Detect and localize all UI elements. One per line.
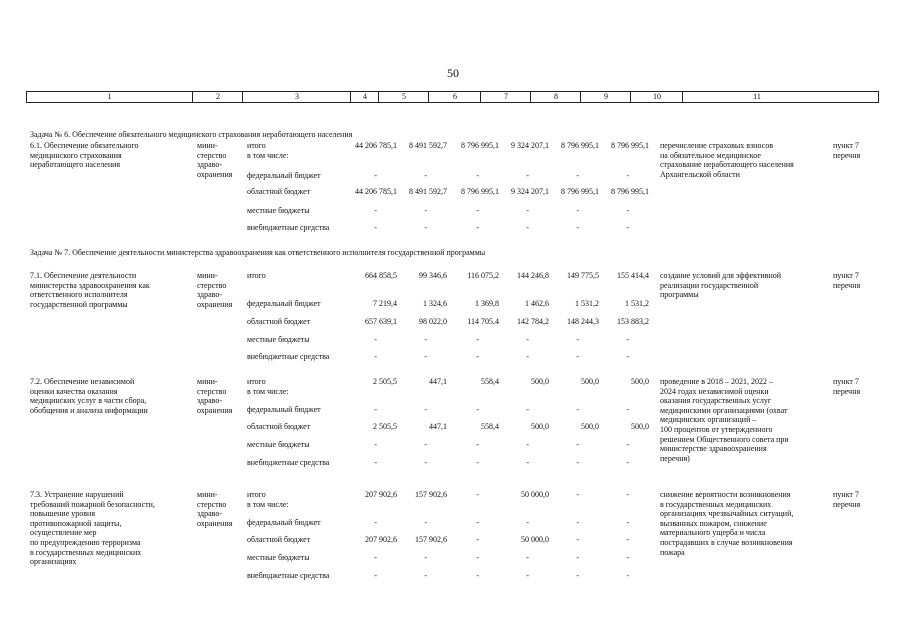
budget-value-fed: -: [476, 171, 479, 180]
expected-result-line: реализации государственной: [660, 280, 759, 290]
budget-value-vneb: -: [424, 458, 427, 467]
funding-source-label: в том числе:: [247, 387, 289, 396]
funding-source-label: в том числе:: [247, 500, 289, 509]
budget-value-mest: -: [526, 335, 529, 344]
activity-name-line: неработающего населения: [30, 160, 121, 170]
budget-value-mest: -: [626, 206, 629, 215]
budget-value-obl: 114 705,4: [467, 317, 499, 326]
budget-value-obl: 44 206 785,1: [355, 187, 397, 196]
budget-value-itogo: 155 414,4: [617, 271, 649, 280]
budget-value-mest: -: [526, 206, 529, 215]
budget-value-mest: -: [374, 206, 377, 215]
budget-value-fed: -: [526, 405, 529, 414]
budget-value-obl: 50 000,0: [521, 535, 549, 544]
column-header-2: 2: [192, 92, 243, 102]
budget-value-itogo: 558,4: [481, 377, 499, 386]
budget-value-itogo: -: [576, 490, 579, 499]
expected-result-line: министерстве здравоохранения: [660, 444, 767, 454]
executor-line: стерство: [197, 280, 227, 290]
budget-value-fed: -: [374, 518, 377, 527]
budget-value-fed: -: [626, 405, 629, 414]
funding-source-label: федеральный бюджет: [247, 171, 321, 180]
reference-line: пункт 7: [833, 141, 859, 150]
funding-source-label: итого: [247, 271, 266, 280]
budget-value-vneb: -: [526, 223, 529, 232]
column-header-11: 11: [682, 92, 831, 102]
budget-value-fed: 1 462,6: [525, 299, 549, 308]
activity-name-line: повышение уровня: [30, 509, 95, 519]
budget-value-itogo: 8 491 592,7: [409, 141, 447, 150]
reference-line: пункт 7: [833, 377, 859, 386]
budget-value-fed: 1 531,2: [575, 299, 599, 308]
budget-value-obl: 98 022,0: [419, 317, 447, 326]
budget-value-itogo: 8 796 995,1: [611, 141, 649, 150]
reference-line: перечня: [833, 280, 861, 290]
column-header-6: 6: [428, 92, 481, 102]
budget-value-fed: 1 324,6: [423, 299, 447, 308]
budget-value-itogo: -: [626, 490, 629, 499]
budget-value-fed: -: [374, 405, 377, 414]
activity-name-line: министерства здравоохранения как: [30, 280, 150, 290]
budget-value-vneb: -: [526, 571, 529, 580]
budget-value-vneb: -: [424, 571, 427, 580]
budget-value-vneb: -: [576, 458, 579, 467]
funding-source-label: федеральный бюджет: [247, 405, 321, 414]
executor-line: стерство: [197, 150, 227, 160]
budget-value-vneb: -: [374, 352, 377, 361]
budget-value-itogo: 500,0: [581, 377, 599, 386]
column-header-10: 10: [630, 92, 683, 102]
budget-value-obl: 148 244,3: [567, 317, 599, 326]
executor-line: охранения: [197, 299, 233, 309]
budget-value-obl: -: [626, 535, 629, 544]
budget-value-obl: 500,0: [581, 422, 599, 431]
budget-value-vneb: -: [576, 352, 579, 361]
executor-line: стерство: [197, 386, 227, 396]
activity-name-line: по предупреждению терроризма: [30, 538, 141, 547]
activity-name-line: в государственных медицинских: [30, 547, 142, 557]
budget-value-mest: -: [424, 553, 427, 562]
executor-line: охранения: [197, 518, 233, 528]
funding-source-label: областной бюджет: [247, 422, 311, 431]
expected-result-line: организациях чрезвычайных ситуаций,: [660, 509, 794, 519]
budget-value-obl: -: [476, 535, 479, 544]
funding-source-label: итого: [247, 377, 266, 386]
budget-value-obl: 558,4: [481, 422, 499, 431]
budget-value-itogo: 9 324 207,1: [511, 141, 549, 150]
reference-line: перечня: [833, 386, 861, 396]
budget-value-mest: -: [374, 335, 377, 344]
expected-result-line: 2024 годах независимой оценки: [660, 386, 769, 396]
budget-value-vneb: -: [626, 223, 629, 232]
funding-source-label: в том числе:: [247, 151, 289, 160]
budget-value-itogo: 500,0: [531, 377, 549, 386]
budget-value-fed: -: [424, 518, 427, 527]
column-header-7: 7: [480, 92, 531, 102]
budget-value-vneb: -: [526, 458, 529, 467]
funding-source-label: местные бюджеты: [247, 553, 310, 562]
funding-source-label: областной бюджет: [247, 187, 311, 196]
budget-value-mest: -: [476, 335, 479, 344]
activity-name-line: ответственного исполнителя: [30, 290, 128, 300]
budget-value-vneb: -: [374, 571, 377, 580]
budget-value-mest: -: [626, 440, 629, 449]
activity-name-line: 6.1. Обеспечение обязательного: [30, 141, 139, 150]
budget-value-itogo: 116 075,2: [467, 271, 499, 280]
budget-value-obl: 447,1: [429, 422, 447, 431]
budget-value-fed: -: [526, 171, 529, 180]
executor-line: здраво-: [197, 509, 223, 519]
funding-source-label: местные бюджеты: [247, 335, 310, 344]
budget-value-vneb: -: [626, 352, 629, 361]
funding-source-label: итого: [247, 141, 266, 150]
executor-line: здраво-: [197, 160, 223, 170]
activity-name-line: 7.3. Устранение нарушений: [30, 490, 124, 499]
expected-result-line: вызванных пожаром, снижение: [660, 518, 767, 528]
budget-value-vneb: -: [476, 571, 479, 580]
executor-line: мини-: [197, 377, 218, 386]
budget-value-mest: -: [576, 335, 579, 344]
task-6-heading: Задача № 6. Обеспечение обязательного медицинского страхования неработающего населения: [30, 130, 353, 139]
reference-line: пункт 7: [833, 490, 859, 499]
budget-value-itogo: 2 505,5: [373, 377, 397, 386]
budget-value-mest: -: [576, 440, 579, 449]
budget-value-fed: -: [476, 518, 479, 527]
budget-value-fed: -: [526, 518, 529, 527]
budget-value-mest: -: [424, 206, 427, 215]
expected-result-line: проведение в 2018 – 2021, 2022 –: [660, 377, 773, 386]
budget-value-fed: -: [576, 171, 579, 180]
budget-value-mest: -: [374, 440, 377, 449]
budget-value-obl: 8 796 995,1: [461, 187, 499, 196]
budget-value-mest: -: [626, 553, 629, 562]
budget-value-vneb: -: [374, 458, 377, 467]
expected-result-line: на обязательное медицинское: [660, 150, 761, 160]
budget-value-obl: 2 505,5: [373, 422, 397, 431]
budget-value-mest: -: [374, 553, 377, 562]
budget-value-vneb: -: [424, 352, 427, 361]
budget-value-itogo: 664 858,5: [365, 271, 397, 280]
reference-line: перечня: [833, 499, 861, 509]
expected-result-line: страхование неработающего населения: [660, 160, 794, 170]
budget-value-itogo: 207 902,6: [365, 490, 397, 499]
budget-value-itogo: 149 775,5: [567, 271, 599, 280]
activity-name-line: государственной программы: [30, 299, 128, 309]
budget-value-vneb: -: [626, 458, 629, 467]
budget-value-vneb: -: [526, 352, 529, 361]
budget-value-obl: 153 883,2: [617, 317, 649, 326]
budget-value-fed: -: [476, 405, 479, 414]
budget-value-obl: 157 902,6: [415, 535, 447, 544]
budget-value-obl: 8 796 995,1: [611, 187, 649, 196]
budget-value-itogo: 50 000,0: [521, 490, 549, 499]
column-header-3: 3: [242, 92, 351, 102]
budget-value-fed: -: [576, 405, 579, 414]
expected-result-line: перечня): [660, 453, 690, 463]
budget-value-itogo: 500,0: [631, 377, 649, 386]
reference-line: перечня: [833, 150, 861, 160]
activity-name-line: осуществление мер: [30, 528, 97, 538]
funding-source-label: областной бюджет: [247, 535, 311, 544]
budget-value-obl: 9 324 207,1: [511, 187, 549, 196]
budget-value-mest: -: [476, 553, 479, 562]
budget-value-itogo: 99 346,6: [419, 271, 447, 280]
executor-line: мини-: [197, 490, 218, 499]
activity-name-line: 7.2. Обеспечение независимой: [30, 377, 135, 386]
expected-result-line: перечисление страховых взносов: [660, 141, 773, 150]
activity-name-line: противопожарной защиты,: [30, 518, 122, 528]
budget-value-itogo: 144 246,8: [517, 271, 549, 280]
expected-result-line: Архангельской области: [660, 169, 740, 179]
budget-value-vneb: -: [476, 458, 479, 467]
reference-line: пункт 7: [833, 271, 859, 280]
budget-value-mest: -: [526, 440, 529, 449]
budget-value-mest: -: [476, 440, 479, 449]
expected-result-line: пострадавших в случае возникновения: [660, 538, 793, 547]
activity-name-line: медицинских услуг в части сбора,: [30, 396, 147, 406]
activity-name-line: оценки качества оказания: [30, 386, 118, 396]
budget-value-obl: 8 796 995,1: [561, 187, 599, 196]
budget-value-itogo: -: [476, 490, 479, 499]
budget-value-itogo: 157 902,6: [415, 490, 447, 499]
budget-value-fed: -: [424, 405, 427, 414]
column-header-1: 1: [107, 92, 112, 101]
expected-result-line: материального ущерба и числа: [660, 528, 766, 538]
expected-result-line: медицинских организаций –: [660, 415, 757, 425]
budget-value-mest: -: [424, 440, 427, 449]
budget-value-obl: 500,0: [631, 422, 649, 431]
expected-result-line: создание условий для эффективной: [660, 271, 782, 280]
expected-result-line: программы: [660, 290, 699, 300]
expected-result-line: 100 процентов от утвержденного: [660, 425, 773, 434]
budget-value-fed: -: [424, 171, 427, 180]
budget-value-obl: -: [576, 535, 579, 544]
executor-line: здраво-: [197, 396, 223, 406]
budget-value-itogo: 447,1: [429, 377, 447, 386]
executor-line: мини-: [197, 271, 218, 280]
column-header-9: 9: [580, 92, 631, 102]
budget-value-itogo: 8 796 995,1: [461, 141, 499, 150]
budget-value-obl: 142 784,2: [517, 317, 549, 326]
funding-source-label: областной бюджет: [247, 317, 311, 326]
budget-value-mest: -: [526, 553, 529, 562]
executor-line: охранения: [197, 405, 233, 415]
budget-value-mest: -: [626, 335, 629, 344]
funding-source-label: итого: [247, 490, 266, 499]
expected-result-line: в государственных медицинских: [660, 499, 772, 509]
budget-value-vneb: -: [374, 223, 377, 232]
budget-value-fed: -: [626, 171, 629, 180]
column-header-row: [26, 91, 879, 103]
budget-value-vneb: -: [424, 223, 427, 232]
activity-name-line: медицинского страхования: [30, 150, 122, 160]
funding-source-label: федеральный бюджет: [247, 518, 321, 527]
activity-name-line: 7.1. Обеспечение деятельности: [30, 271, 137, 280]
budget-value-vneb: -: [476, 223, 479, 232]
budget-value-mest: -: [576, 206, 579, 215]
task-7-heading: Задача № 7. Обеспечение деятельности министерства здравоохранения как ответственного исполнителя государственной программы: [30, 248, 486, 257]
budget-value-fed: 1 531,2: [625, 299, 649, 308]
expected-result-line: решением Общественного совета при: [660, 434, 789, 444]
budget-value-vneb: -: [476, 352, 479, 361]
budget-value-fed: -: [576, 518, 579, 527]
budget-value-vneb: -: [626, 571, 629, 580]
funding-source-label: федеральный бюджет: [247, 299, 321, 308]
funding-source-label: местные бюджеты: [247, 206, 310, 215]
column-header-5: 5: [378, 92, 429, 102]
budget-value-fed: -: [626, 518, 629, 527]
budget-value-vneb: -: [576, 571, 579, 580]
executor-line: охранения: [197, 169, 233, 179]
executor-line: мини-: [197, 141, 218, 150]
budget-value-mest: -: [476, 206, 479, 215]
budget-value-fed: 1 369,8: [475, 299, 499, 308]
funding-source-label: внебюджетные средства: [247, 223, 330, 232]
budget-value-obl: 657 639,1: [365, 317, 397, 326]
activity-name-line: организациях: [30, 557, 77, 567]
budget-value-mest: -: [424, 335, 427, 344]
funding-source-label: местные бюджеты: [247, 440, 310, 449]
executor-line: стерство: [197, 499, 227, 509]
page-number: 50: [447, 66, 459, 80]
executor-line: здраво-: [197, 290, 223, 300]
budget-value-fed: 7 219,4: [373, 299, 397, 308]
activity-name-line: обобщения и анализа информации: [30, 405, 148, 415]
expected-result-line: снижение вероятности возникновения: [660, 490, 791, 499]
expected-result-line: оказания государственных услуг: [660, 396, 772, 406]
budget-value-obl: 207 902,6: [365, 535, 397, 544]
column-header-4: 4: [350, 92, 379, 102]
funding-source-label: внебюджетные средства: [247, 571, 330, 580]
budget-value-fed: -: [374, 171, 377, 180]
funding-source-label: внебюджетные средства: [247, 458, 330, 467]
budget-value-obl: 500,0: [531, 422, 549, 431]
column-header-8: 8: [530, 92, 581, 102]
funding-source-label: внебюджетные средства: [247, 352, 330, 361]
expected-result-line: медицинскими организациями (охват: [660, 405, 788, 415]
budget-value-mest: -: [576, 553, 579, 562]
budget-value-itogo: 8 796 995,1: [561, 141, 599, 150]
budget-value-obl: 8 491 592,7: [409, 187, 447, 196]
activity-name-line: требований пожарной безопасности,: [30, 499, 155, 509]
budget-value-itogo: 44 206 785,1: [355, 141, 397, 150]
expected-result-line: пожара: [660, 547, 685, 557]
budget-value-vneb: -: [576, 223, 579, 232]
